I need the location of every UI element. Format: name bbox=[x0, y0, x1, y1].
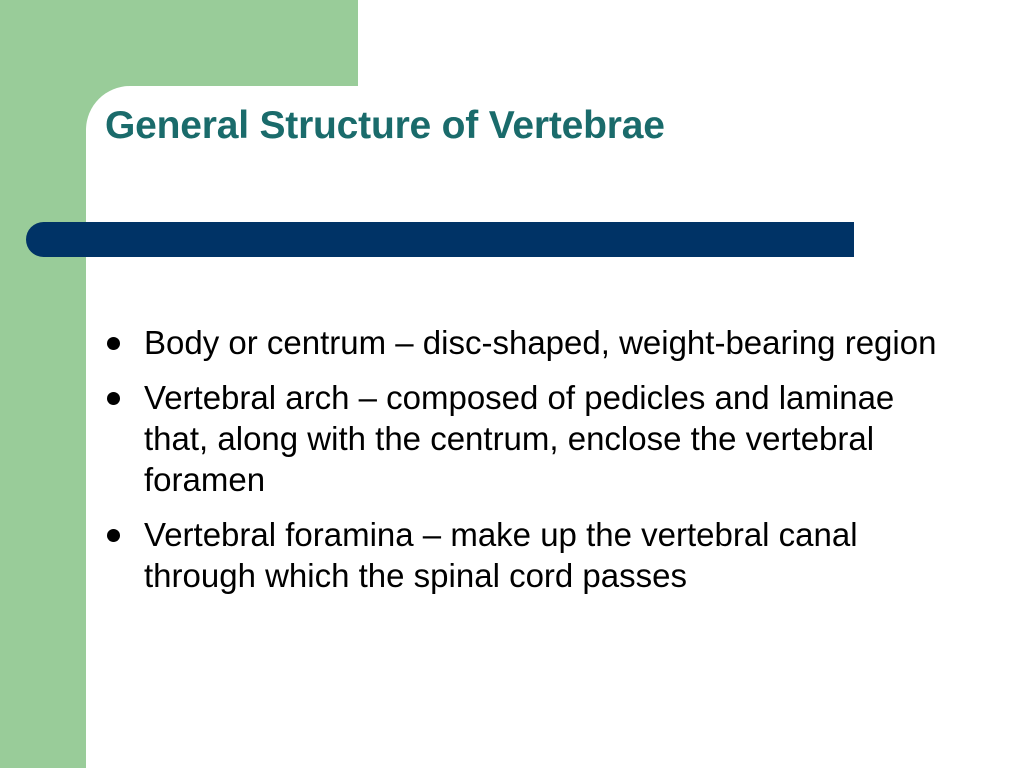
bullet-dot-icon bbox=[107, 392, 120, 405]
bullet-list bbox=[105, 322, 965, 610]
green-top-panel bbox=[0, 0, 358, 86]
bullet-text: Vertebral foramina – make up the vertebral canal through which the spinal cord passes bbox=[144, 516, 858, 594]
slide-title: General Structure of Vertebrae bbox=[105, 104, 665, 147]
bullet-item bbox=[105, 377, 965, 500]
bullet-dot-icon bbox=[107, 529, 120, 542]
title-underline-bar bbox=[26, 222, 854, 257]
green-side-panel bbox=[0, 0, 86, 768]
bullet-text: Body or centrum – disc-shaped, weight-bearing region bbox=[144, 324, 937, 361]
bullet-item bbox=[105, 322, 965, 363]
bullet-text: Vertebral arch – composed of pedicles and laminae that, along with the centrum, enclose the vertebral foramen bbox=[144, 379, 895, 498]
bullet-item bbox=[105, 514, 965, 596]
bullet-dot-icon bbox=[107, 337, 120, 350]
